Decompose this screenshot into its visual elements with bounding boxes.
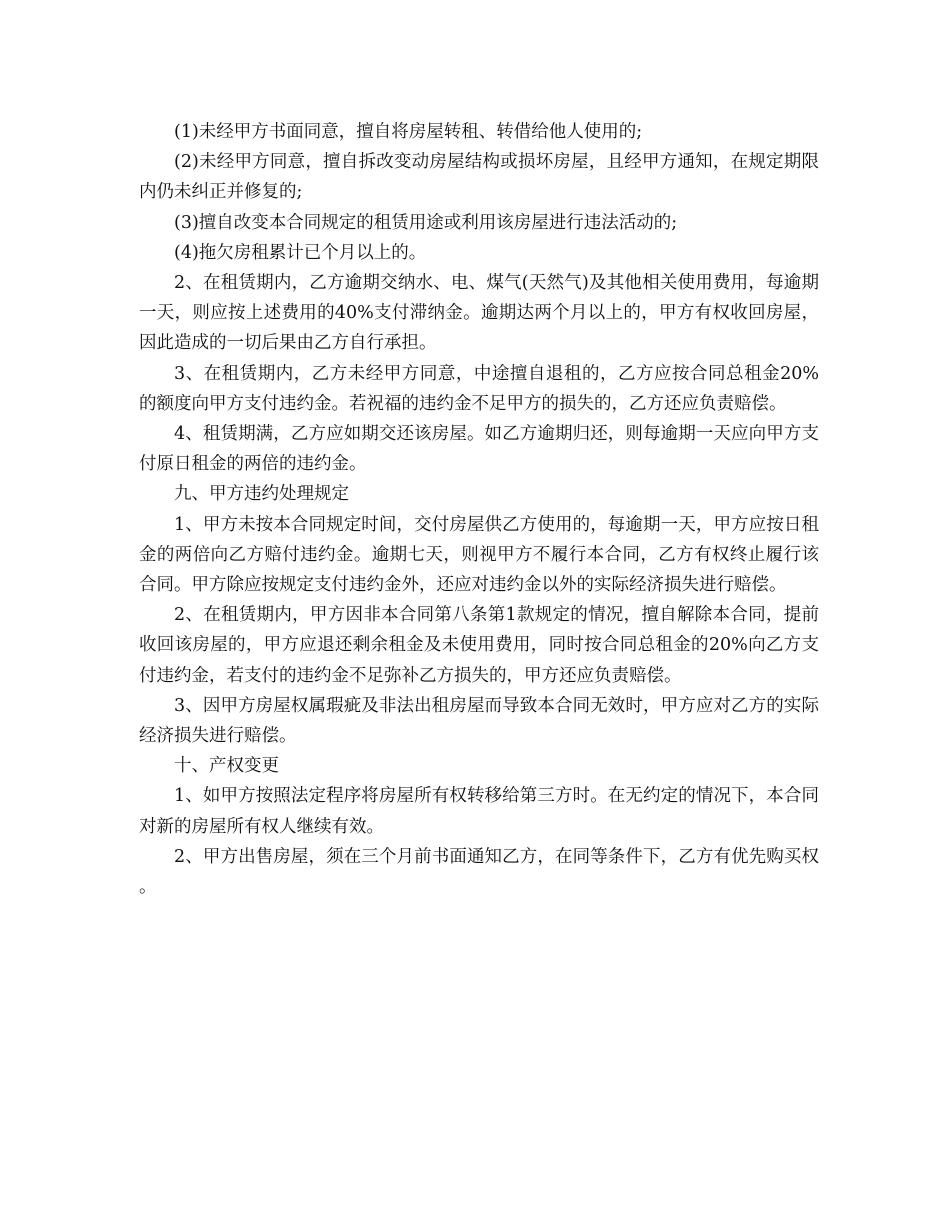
lessee-breach-clause-3: 3、在租赁期内，乙方未经甲方同意，中途擅自退租的，乙方应按合同总租金20%的额度向甲方支付违约金。若祝福的违约金不足甲方的损失的，乙方还应负责赔偿。	[139, 363, 819, 414]
section-heading-lessor-breach: 九、甲方违约处理规定	[174, 484, 349, 505]
lessor-breach-clause-1: 1、甲方未按本合同规定时间，交付房屋供乙方使用的，每逾期一天，甲方应按日租金的两倍向乙方赔付违约金。逾期七天，则视甲方不履行本合同，乙方有权终止履行该合同。甲方除应按规定支付违约金外，还应对违约金以外的实际经济损失进行赔偿。	[139, 514, 819, 596]
document-body	[139, 117, 819, 902]
lessor-breach-clause-3: 3、因甲方房屋权属瑕疵及非法出租房屋而导致本合同无效时，甲方应对乙方的实际经济损失进行赔偿。	[139, 695, 819, 747]
clause-item-3: (3)擅自改变本合同规定的租赁用途或利用该房屋进行违法活动的;	[174, 212, 678, 233]
lessor-breach-clause-2: 2、在租赁期内，甲方因非本合同第八条第1款规定的情况，擅自解除本合同，提前收回该房屋的，甲方应退还剩余租金及未使用费用，同时按合同总租金的20%向乙方支付违约金，若支付的违约金不足弥补乙方损失的，甲方还应负责赔偿。	[139, 605, 819, 686]
section-heading-property-change: 十、产权变更	[174, 756, 279, 777]
clause-item-1: (1)未经甲方书面同意，擅自将房屋转租、转借给他人使用的;	[174, 122, 643, 142]
property-change-clause-1: 1、如甲方按照法定程序将房屋所有权转移给第三方时。在无约定的情况下，本合同对新的房屋所有权人继续有效。	[139, 786, 819, 837]
lessee-breach-clause-4: 4、租赁期满，乙方应如期交还该房屋。如乙方逾期归还，则每逾期一天应向甲方支付原日租金的两倍的违约金。	[139, 424, 819, 475]
clause-item-2: (2)未经甲方同意，擅自拆改变动房屋结构或损坏房屋，且经甲方通知，在规定期限内仍未纠正并修复的;	[139, 152, 819, 203]
lessee-breach-clause-2: 2、在租赁期内，乙方逾期交纳水、电、煤气(天然气)及其他相关使用费用，每逾期一天，则应按上述费用的40%支付滞纳金。逾期达两个月以上的，甲方有权收回房屋，因此造成的一切后果由乙方自行承担。	[139, 273, 819, 354]
property-change-clause-2: 2、甲方出售房屋，须在三个月前书面通知乙方，在同等条件下，乙方有优先购买权。	[139, 846, 819, 898]
clause-item-4: (4)拖欠房租累计已个月以上的。	[174, 242, 427, 263]
